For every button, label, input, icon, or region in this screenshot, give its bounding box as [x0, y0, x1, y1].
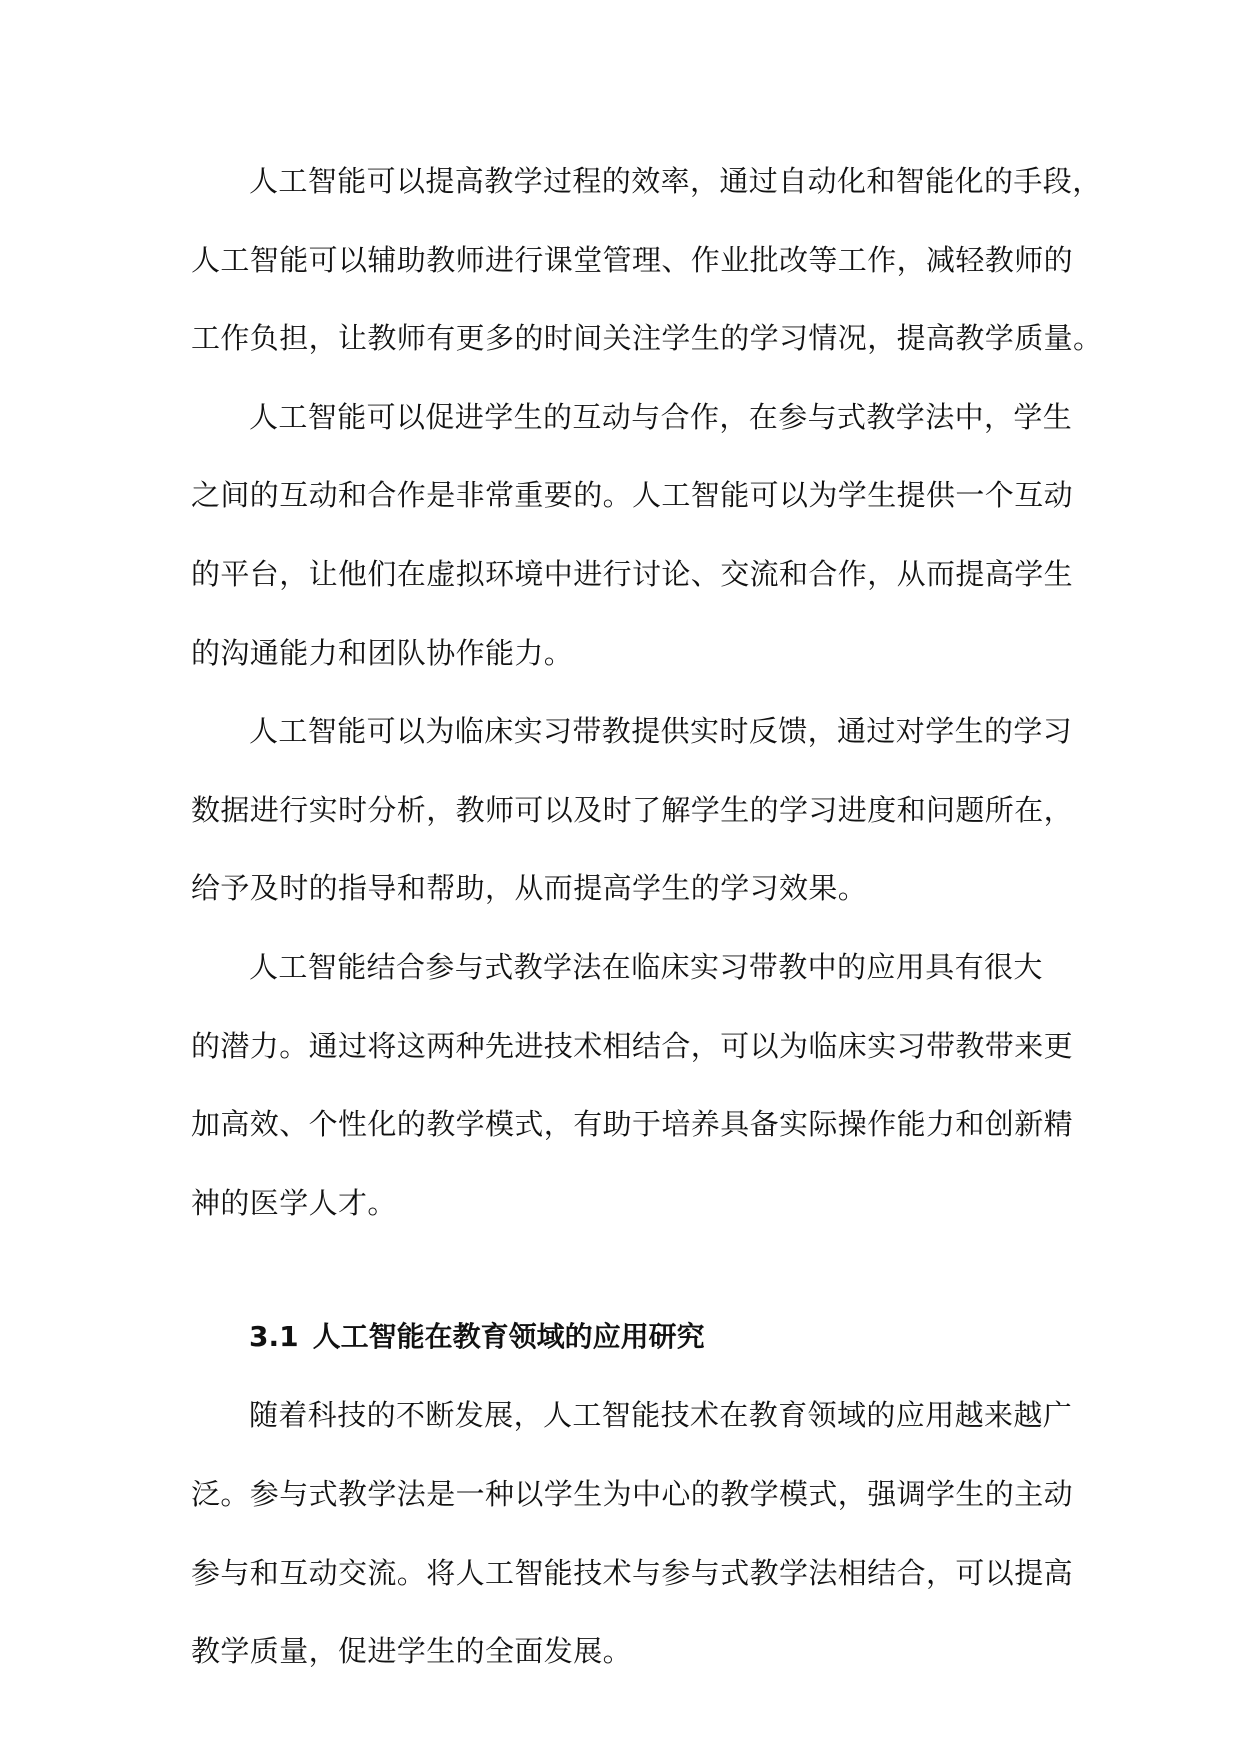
paragraph-line: 人工智能结合参与式教学法在临床实习带教中的应用具有很大 [249, 949, 1043, 984]
paragraph-line: 泛。参与式教学法是一种以学生为中心的教学模式，强调学生的主动 [191, 1476, 1074, 1511]
paragraph-interaction [191, 378, 1091, 692]
paragraph-line: 人工智能可以为临床实习带教提供实时反馈，通过对学生的学习 [249, 714, 1073, 749]
paragraph-line: 神的医学人才。 [191, 1185, 397, 1220]
paragraph-feedback [191, 692, 1091, 928]
paragraph-efficiency [191, 142, 1103, 378]
paragraph-line: 的平台，让他们在虚拟环境中进行讨论、交流和合作，从而提高学生 [191, 556, 1074, 591]
section-title: 人工智能在教育领域的应用研究 [312, 1320, 705, 1354]
paragraph-line: 人工智能可以促进学生的互动与合作，在参与式教学法中，学生 [249, 399, 1073, 434]
paragraph-line: 加高效、个性化的教学模式，有助于培养具备实际操作能力和创新精 [191, 1107, 1074, 1142]
paragraph-line: 工作负担，让教师有更多的时间关注学生的学习情况，提高教学质量。 [191, 321, 1103, 356]
paragraph-line: 的沟通能力和团队协作能力。 [191, 635, 574, 670]
paragraph-potential [191, 928, 1091, 1242]
section-number: 3.1 [249, 1320, 299, 1354]
paragraph-line: 数据进行实时分析，教师可以及时了解学生的学习进度和问题所在， [191, 792, 1074, 827]
paragraph-line: 教学质量，促进学生的全面发展。 [191, 1634, 633, 1669]
section-spacer [191, 1242, 1091, 1298]
paragraph-line: 人工智能可以辅助教师进行课堂管理、作业批改等工作，减轻教师的 [191, 242, 1074, 277]
document-body [191, 142, 1103, 1691]
paragraph-line: 人工智能可以提高教学过程的效率，通过自动化和智能化的手段， [249, 164, 1102, 198]
paragraph-line: 随着科技的不断发展，人工智能技术在教育领域的应用越来越广 [249, 1398, 1073, 1433]
paragraph-line: 之间的互动和合作是非常重要的。人工智能可以为学生提供一个互动 [191, 478, 1074, 513]
paragraph-line: 的潜力。通过将这两种先进技术相结合，可以为临床实习带教带来更 [191, 1028, 1074, 1063]
paragraph-line: 给予及时的指导和帮助，从而提高学生的学习效果。 [191, 871, 868, 906]
section-heading [191, 1298, 1091, 1376]
paragraph-line: 参与和互动交流。将人工智能技术与参与式教学法相结合，可以提高 [191, 1555, 1074, 1590]
paragraph-development [191, 1376, 1091, 1690]
